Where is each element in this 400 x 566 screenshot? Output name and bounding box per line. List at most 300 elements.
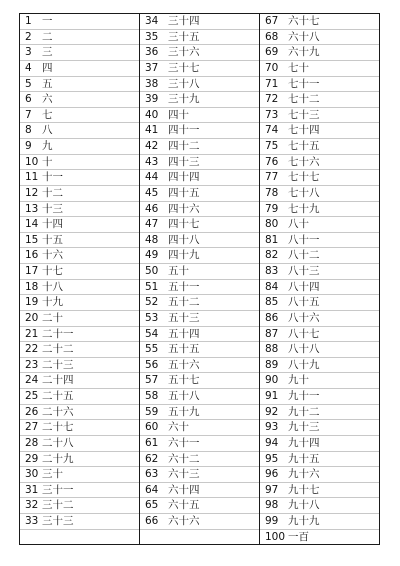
table-row	[20, 467, 139, 483]
arabic-number: 2	[25, 30, 32, 43]
arabic-number: 74	[265, 124, 279, 137]
arabic-number: 33	[25, 515, 39, 528]
arabic-number: 22	[25, 343, 39, 356]
table-row	[140, 311, 259, 327]
table-row	[260, 498, 379, 514]
arabic-number: 68	[265, 30, 279, 43]
chinese-numeral: 四十八	[168, 233, 200, 246]
chinese-numeral: 十	[42, 155, 53, 168]
chinese-numeral: 四十六	[168, 202, 200, 215]
table-row	[20, 405, 139, 421]
arabic-number: 45	[145, 186, 159, 199]
arabic-number: 75	[265, 140, 279, 153]
arabic-number: 12	[25, 186, 39, 199]
table-row	[140, 358, 259, 374]
arabic-number: 39	[145, 93, 159, 106]
table-row	[20, 139, 139, 155]
chinese-numeral: 九十一	[288, 390, 320, 403]
arabic-number: 56	[145, 358, 159, 371]
arabic-number: 93	[265, 421, 279, 434]
chinese-numeral: 五十七	[168, 374, 200, 387]
chinese-numeral: 五十一	[168, 280, 200, 293]
arabic-number: 3	[25, 46, 32, 59]
table-row	[20, 217, 139, 233]
arabic-number: 44	[145, 171, 159, 184]
arabic-number: 40	[145, 108, 159, 121]
arabic-number: 28	[25, 436, 39, 449]
table-row	[260, 123, 379, 139]
table-column	[20, 14, 139, 544]
table-row	[140, 467, 259, 483]
chinese-numeral: 八十	[288, 218, 309, 231]
arabic-number: 69	[265, 46, 279, 59]
chinese-numeral: 四十五	[168, 186, 200, 199]
chinese-numeral: 八十八	[288, 343, 320, 356]
chinese-numeral: 七十五	[288, 140, 320, 153]
arabic-number: 73	[265, 108, 279, 121]
arabic-number: 35	[145, 30, 159, 43]
table-row	[260, 170, 379, 186]
arabic-number: 82	[265, 249, 279, 262]
arabic-number: 52	[145, 296, 159, 309]
table-row	[140, 139, 259, 155]
arabic-number: 91	[265, 390, 279, 403]
chinese-numeral: 五十五	[168, 343, 200, 356]
arabic-number: 9	[25, 140, 32, 153]
chinese-numeral: 八十一	[288, 233, 320, 246]
table-row	[140, 77, 259, 93]
chinese-numeral: 四十七	[168, 218, 200, 231]
chinese-numeral: 十三	[42, 202, 63, 215]
arabic-number: 81	[265, 233, 279, 246]
arabic-number: 7	[25, 108, 32, 121]
table-row	[140, 483, 259, 499]
chinese-numeral: 八十五	[288, 296, 320, 309]
chinese-numeral: 九	[42, 140, 53, 153]
chinese-numeral: 二十五	[42, 390, 74, 403]
arabic-number: 11	[25, 171, 39, 184]
table-row	[20, 202, 139, 218]
table-row	[140, 280, 259, 296]
arabic-number: 41	[145, 124, 159, 137]
table-row	[20, 45, 139, 61]
arabic-number: 84	[265, 280, 279, 293]
table-row	[140, 61, 259, 77]
chinese-numeral: 五十二	[168, 296, 200, 309]
chinese-numeral: 七十三	[288, 108, 320, 121]
table-row	[140, 295, 259, 311]
chinese-numeral: 四十二	[168, 140, 200, 153]
chinese-numeral: 六十一	[168, 436, 200, 449]
chinese-numeral: 六	[42, 93, 53, 106]
table-row	[20, 295, 139, 311]
chinese-numeral: 三十二	[42, 499, 74, 512]
table-row	[260, 467, 379, 483]
table-row	[260, 389, 379, 405]
arabic-number: 94	[265, 436, 279, 449]
chinese-numeral: 九十六	[288, 468, 320, 481]
chinese-numeral: 五	[42, 77, 53, 90]
arabic-number: 64	[145, 483, 159, 496]
table-row	[260, 530, 379, 545]
chinese-numeral: 五十八	[168, 390, 200, 403]
table-column	[139, 14, 259, 544]
chinese-numeral: 六十七	[288, 15, 320, 28]
chinese-numeral: 三十	[42, 468, 63, 481]
arabic-number: 97	[265, 483, 279, 496]
chinese-numeral: 七十二	[288, 93, 320, 106]
table-row	[20, 233, 139, 249]
chinese-numeral: 八十四	[288, 280, 320, 293]
table-row	[140, 170, 259, 186]
arabic-number: 20	[25, 311, 39, 324]
table-row	[20, 264, 139, 280]
table-row	[20, 327, 139, 343]
chinese-numeral: 三十八	[168, 77, 200, 90]
arabic-number: 54	[145, 327, 159, 340]
table-row	[140, 202, 259, 218]
chinese-numeral: 九十	[288, 374, 309, 387]
arabic-number: 23	[25, 358, 39, 371]
chinese-numeral: 二十四	[42, 374, 74, 387]
arabic-number: 36	[145, 46, 159, 59]
table-row	[20, 452, 139, 468]
arabic-number: 34	[145, 15, 159, 28]
chinese-numeral: 二十八	[42, 436, 74, 449]
chinese-numeral: 七十四	[288, 124, 320, 137]
arabic-number: 50	[145, 265, 159, 278]
table-row	[260, 483, 379, 499]
chinese-numeral: 五十	[168, 265, 189, 278]
chinese-numeral: 九十四	[288, 436, 320, 449]
chinese-numeral: 六十	[168, 421, 189, 434]
table-row	[260, 30, 379, 46]
chinese-numeral: 六十三	[168, 468, 200, 481]
chinese-numeral: 六十八	[288, 30, 320, 43]
table-row	[260, 311, 379, 327]
chinese-numeral: 五十六	[168, 358, 200, 371]
arabic-number: 78	[265, 186, 279, 199]
chinese-numeral: 三	[42, 46, 53, 59]
chinese-numeral: 二十九	[42, 452, 74, 465]
chinese-numeral: 一百	[288, 530, 309, 543]
arabic-number: 62	[145, 452, 159, 465]
chinese-numeral: 四十一	[168, 124, 200, 137]
chinese-numeral: 八十二	[288, 249, 320, 262]
table-row	[140, 436, 259, 452]
arabic-number: 87	[265, 327, 279, 340]
chinese-numeral: 四十九	[168, 249, 200, 262]
chinese-numeral: 二十二	[42, 343, 74, 356]
table-row	[20, 186, 139, 202]
chinese-numeral: 六十六	[168, 515, 200, 528]
arabic-number: 86	[265, 311, 279, 324]
arabic-number: 51	[145, 280, 159, 293]
chinese-numeral: 五十九	[168, 405, 200, 418]
arabic-number: 24	[25, 374, 39, 387]
table-row	[260, 108, 379, 124]
table-row	[140, 342, 259, 358]
arabic-number: 80	[265, 218, 279, 231]
arabic-number: 57	[145, 374, 159, 387]
table-row	[140, 452, 259, 468]
arabic-number: 83	[265, 265, 279, 278]
arabic-number: 31	[25, 483, 39, 496]
arabic-number: 60	[145, 421, 159, 434]
table-row	[140, 186, 259, 202]
arabic-number: 43	[145, 155, 159, 168]
chinese-numeral: 三十六	[168, 46, 200, 59]
chinese-numeral: 三十五	[168, 30, 200, 43]
arabic-number: 46	[145, 202, 159, 215]
arabic-number: 5	[25, 77, 32, 90]
arabic-number: 95	[265, 452, 279, 465]
table-row	[20, 483, 139, 499]
arabic-number: 19	[25, 296, 39, 309]
table-row	[140, 498, 259, 514]
table-row	[260, 373, 379, 389]
table-row	[260, 92, 379, 108]
chinese-numeral: 四十	[168, 108, 189, 121]
arabic-number: 1	[25, 15, 32, 28]
arabic-number: 55	[145, 343, 159, 356]
arabic-number: 85	[265, 296, 279, 309]
chinese-numeral: 七十六	[288, 155, 320, 168]
chinese-numeral: 九十五	[288, 452, 320, 465]
arabic-number: 10	[25, 155, 39, 168]
chinese-numeral: 十九	[42, 296, 63, 309]
arabic-number: 29	[25, 452, 39, 465]
table-row	[20, 420, 139, 436]
table-row	[20, 123, 139, 139]
arabic-number: 100	[265, 530, 286, 543]
chinese-numeral: 一	[42, 15, 53, 28]
table-row	[260, 452, 379, 468]
table-row	[20, 514, 139, 530]
arabic-number: 25	[25, 390, 39, 403]
table-row	[260, 295, 379, 311]
table-row	[260, 45, 379, 61]
chinese-numeral: 八十三	[288, 265, 320, 278]
chinese-numeral: 六十二	[168, 452, 200, 465]
arabic-number: 18	[25, 280, 39, 293]
arabic-number: 59	[145, 405, 159, 418]
chinese-numeral: 七十九	[288, 202, 320, 215]
chinese-numeral: 二十	[42, 311, 63, 324]
arabic-number: 27	[25, 421, 39, 434]
arabic-number: 49	[145, 249, 159, 262]
arabic-number: 67	[265, 15, 279, 28]
arabic-number: 13	[25, 202, 39, 215]
table-row	[140, 514, 259, 530]
chinese-numeral: 六十九	[288, 46, 320, 59]
arabic-number: 61	[145, 436, 159, 449]
table-row	[20, 530, 139, 545]
chinese-numeral: 六十四	[168, 483, 200, 496]
arabic-number: 37	[145, 61, 159, 74]
arabic-number: 58	[145, 390, 159, 403]
chinese-numeral: 七	[42, 108, 53, 121]
arabic-number: 77	[265, 171, 279, 184]
table-row	[140, 248, 259, 264]
table-row	[260, 233, 379, 249]
arabic-number: 42	[145, 140, 159, 153]
table-row	[140, 420, 259, 436]
table-row	[140, 389, 259, 405]
arabic-number: 63	[145, 468, 159, 481]
table-row	[20, 155, 139, 171]
table-row	[260, 405, 379, 421]
chinese-numeral: 五十三	[168, 311, 200, 324]
table-row	[140, 123, 259, 139]
table-row	[20, 248, 139, 264]
table-row	[140, 327, 259, 343]
chinese-numeral: 十一	[42, 171, 63, 184]
table-row	[260, 61, 379, 77]
chinese-numeral: 八十六	[288, 311, 320, 324]
table-row	[20, 358, 139, 374]
chinese-numeral: 十六	[42, 249, 63, 262]
table-row	[20, 311, 139, 327]
arabic-number: 76	[265, 155, 279, 168]
table-row	[140, 530, 259, 545]
chinese-numeral: 九十三	[288, 421, 320, 434]
chinese-numeral: 四	[42, 61, 53, 74]
table-row	[260, 420, 379, 436]
chinese-numeral: 八十七	[288, 327, 320, 340]
table-row	[140, 264, 259, 280]
chinese-numeral: 九十七	[288, 483, 320, 496]
arabic-number: 14	[25, 218, 39, 231]
arabic-number: 32	[25, 499, 39, 512]
chinese-numeral: 十五	[42, 233, 63, 246]
table-row	[260, 342, 379, 358]
chinese-numeral: 六十五	[168, 499, 200, 512]
arabic-number: 72	[265, 93, 279, 106]
table-row	[260, 248, 379, 264]
arabic-number: 90	[265, 374, 279, 387]
chinese-numeral: 五十四	[168, 327, 200, 340]
chinese-numeral: 三十七	[168, 61, 200, 74]
chinese-numeral: 十七	[42, 265, 63, 278]
chinese-numeral: 三十九	[168, 93, 200, 106]
chinese-numeral: 九十九	[288, 515, 320, 528]
chinese-numeral: 二十七	[42, 421, 74, 434]
table-row	[260, 186, 379, 202]
table-row	[260, 217, 379, 233]
arabic-number: 70	[265, 61, 279, 74]
table-row	[140, 405, 259, 421]
table-row	[20, 92, 139, 108]
table-row	[260, 358, 379, 374]
table-row	[20, 108, 139, 124]
arabic-number: 48	[145, 233, 159, 246]
chinese-numeral: 三十三	[42, 515, 74, 528]
table-row	[20, 30, 139, 46]
chinese-numeral: 二	[42, 30, 53, 43]
arabic-number: 17	[25, 265, 39, 278]
chinese-numeral: 七十	[288, 61, 309, 74]
table-row	[260, 514, 379, 530]
arabic-number: 6	[25, 93, 32, 106]
table-row	[140, 92, 259, 108]
table-row	[140, 233, 259, 249]
arabic-number: 4	[25, 61, 32, 74]
table-row	[20, 342, 139, 358]
chinese-numeral: 四十四	[168, 171, 200, 184]
arabic-number: 8	[25, 124, 32, 137]
table-row	[20, 436, 139, 452]
table-row	[140, 155, 259, 171]
table-row	[140, 373, 259, 389]
chinese-numeral: 九十二	[288, 405, 320, 418]
table-row	[140, 30, 259, 46]
table-row	[260, 327, 379, 343]
arabic-number: 71	[265, 77, 279, 90]
arabic-number: 65	[145, 499, 159, 512]
table-row	[20, 498, 139, 514]
table-row	[260, 436, 379, 452]
chinese-numeral: 二十三	[42, 358, 74, 371]
chinese-numeral: 二十一	[42, 327, 74, 340]
table-row	[20, 389, 139, 405]
chinese-numeral: 七十七	[288, 171, 320, 184]
table-row	[140, 108, 259, 124]
table-row	[20, 280, 139, 296]
table-row	[260, 280, 379, 296]
table-row	[20, 61, 139, 77]
table-row	[20, 14, 139, 30]
table-row	[20, 77, 139, 93]
table-row	[260, 14, 379, 30]
number-table	[19, 13, 380, 545]
table-row	[260, 202, 379, 218]
arabic-number: 26	[25, 405, 39, 418]
arabic-number: 15	[25, 233, 39, 246]
arabic-number: 79	[265, 202, 279, 215]
chinese-numeral: 十四	[42, 218, 63, 231]
table-row	[260, 155, 379, 171]
arabic-number: 96	[265, 468, 279, 481]
chinese-numeral: 二十六	[42, 405, 74, 418]
chinese-numeral: 八	[42, 124, 53, 137]
chinese-numeral: 三十一	[42, 483, 74, 496]
chinese-numeral: 十二	[42, 186, 63, 199]
table-row	[140, 217, 259, 233]
arabic-number: 89	[265, 358, 279, 371]
chinese-numeral: 三十四	[168, 15, 200, 28]
arabic-number: 66	[145, 515, 159, 528]
table-row	[260, 264, 379, 280]
arabic-number: 88	[265, 343, 279, 356]
table-row	[20, 170, 139, 186]
chinese-numeral: 八十九	[288, 358, 320, 371]
chinese-numeral: 七十八	[288, 186, 320, 199]
chinese-numeral: 四十三	[168, 155, 200, 168]
chinese-numeral: 七十一	[288, 77, 320, 90]
table-column	[259, 14, 379, 544]
table-row	[140, 45, 259, 61]
table-row	[140, 14, 259, 30]
arabic-number: 21	[25, 327, 39, 340]
arabic-number: 99	[265, 515, 279, 528]
chinese-numeral: 九十八	[288, 499, 320, 512]
table-row	[20, 373, 139, 389]
chinese-numeral: 十八	[42, 280, 63, 293]
arabic-number: 38	[145, 77, 159, 90]
table-row	[260, 77, 379, 93]
arabic-number: 16	[25, 249, 39, 262]
